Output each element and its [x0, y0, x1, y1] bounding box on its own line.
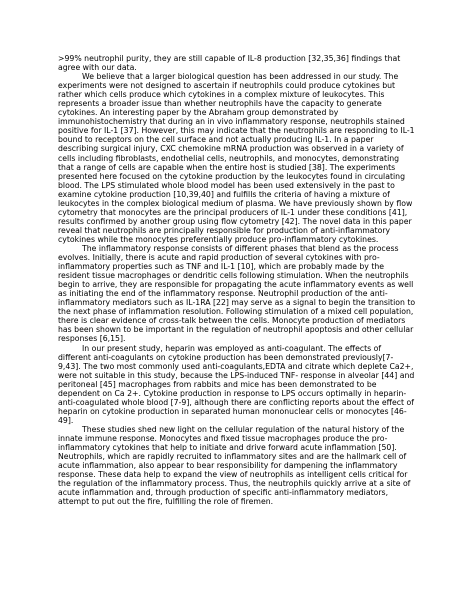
- paragraph-inflammatory-phases: The inflammatory response consists of different phases that blend as the process evolves. Initially, there is acute and rapid production of several cytokines with pro-inflammatory properties such as TNF and IL-1 [10], which are probably made by the resident tissue macrophages or dendritic cells following stimulation. When the neutrophils begin to arrive, they are responsible for propagating the acute inflammatory events as well as initiating the end of the inflammatory response. Neutrophil production of the anti-inflammatory mediators such as IL-1RA [22] may serve as a signal to begin the transition to the next phase of inflammation resolution. Following stimulation of a mixed cell population, there is clear evidence of cross-talk between the cells. Monocyte production of mediators has been shown to be important in the regulation of neutrophil apoptosis and other cellular responses [6,15].: [58, 243, 416, 344]
- paragraph-continuation: >99% neutrophil purity, they are still capable of IL-8 production [32,35,36] findings that agree with our data.: [58, 54, 401, 73]
- paragraph-anticoagulant: In our present study, heparin was employed as anti-coagulant. The effects of different anti-coagulants on cytokine production has been demonstrated previously[7-9,43]. The two most commonly used anti-coagulants,EDTA and citrate which deplete Ca2+, were not suitable in this study, because the LPS-induced TNF- response in alveolar [44] and peritoneal [45] macrophages from rabbits and mice has been demonstrated to be dependent on Ca 2+. Cytokine production in response to LPS occurs optimally in heparin-anti-coagulated whole blood [7-9], although there are conflicting reports about the effect of heparin on cytokine production in separated human mononuclear cells or monocytes [46-49].: [58, 343, 415, 425]
- paragraph-conclusion: These studies shed new light on the cellular regulation of the natural history of the innate immune response. Monocytes and fixed tissue macrophages produce the pro-inflammatory cytokines that help to initiate and drive forward acute inflammation [50]. Neutrophils, which are rapidly recruited to inflammatory sites and are the hallmark cell of acute inflammation, also appear to bear responsibility for dampening the inflammatory response. These data help to expand the view of neutrophils as intelligent cells critical for the regulation of the inflammatory process. Thus, the neutrophils quickly arrive at a site of acute inflammation and, through production of specific anti-inflammatory mediators, attempt to put out the fire, fulfilling the role of firemen.: [58, 424, 411, 507]
- body-text: [58, 54, 416, 506]
- paragraph-larger-question: We believe that a larger biological question has been addressed in our study. The experiments were not designed to ascertain if neutrophils could produce cytokines but rather which cells produce which cytokines in a complex mixture of leukocytes. This represents a broader issue than whether neutrophils have the capacity to generate cytokines. An interesting paper by the Abraham group demonstrated by immunohistochemistry that during an in vivo inflammatory response, neutrophils stained positive for IL-1 [37]. However, this may indicate that the neutrophils are responding to IL-1 bound to receptors on the cell surface and not actually producing IL-1. In a paper describing surgical injury, CXC chemokine mRNA production was observed in a variety of cells including fibroblasts, endothelial cells, neutrophils, and monocytes, demonstrating that a range of cells are capable when the entire host is studied [38]. The experiments presented here focused on the cytokine production by the leukocytes found in circulating blood. The LPS stimulated whole blood model has been used extensively in the past to examine cytokine production [10,39,40] and fulfills the criteria of having a mixture of leukocytes in the complex biological medium of plasma. We have previously shown by flow cytometry that monocytes are the principal producers of IL-1 under these conditions [41], results confirmed by another group using flow cytometry [42]. The novel data in this paper reveal that neutrophils are principally responsible for production of anti-inflammatory cytokines while the monocytes preferentially produce pro-inflammatory cytokines.: [58, 72, 415, 244]
